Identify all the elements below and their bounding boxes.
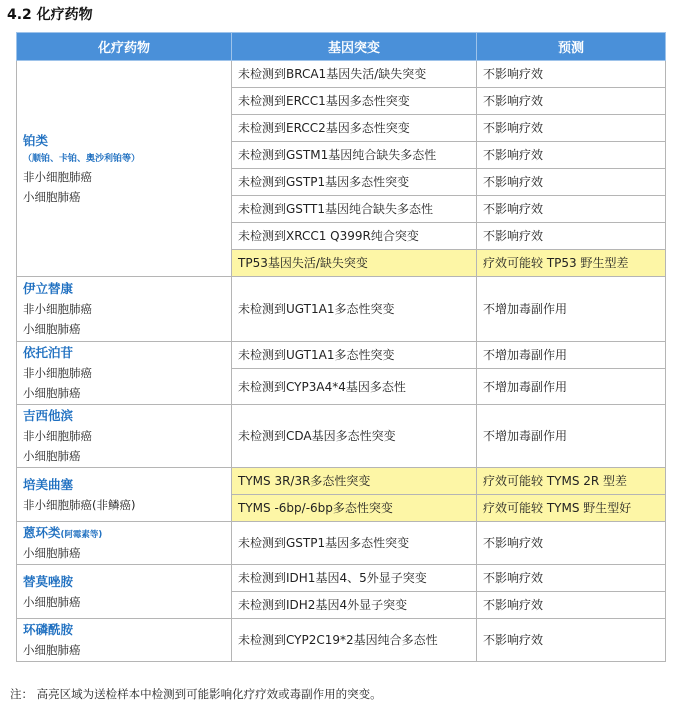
disease-label: 非小细胞肺癌 xyxy=(23,366,92,380)
drug-name: 培美曲塞 xyxy=(23,476,74,492)
mutation-cell: 未检测到CYP2C19*2基因纯合多态性 xyxy=(232,619,477,662)
prediction-cell: 不影响疗效 xyxy=(477,115,666,142)
prediction-cell: 不影响疗效 xyxy=(477,619,666,662)
prediction-cell: 不影响疗效 xyxy=(477,142,666,169)
drug-cell-gemcitabine xyxy=(17,405,232,468)
mutation-cell: 未检测到CYP3A4*4基因多态性 xyxy=(232,369,477,405)
table-header-row xyxy=(17,33,666,61)
mutation-cell: 未检测到ERCC1基因多态性突变 xyxy=(232,88,477,115)
mutation-cell: TYMS -6bp/-6bp多态性突变 xyxy=(232,495,477,522)
table-row xyxy=(17,522,666,565)
prediction-cell: 疗效可能较 TP53 野生型差 xyxy=(477,250,666,277)
disease-label: 非小细胞肺癌(非鳞癌) xyxy=(23,497,136,512)
footnote: 注： 高亮区域为送检样本中检测到可能影响化疗疗效或毒副作用的突变。 xyxy=(10,687,382,701)
prediction-cell: 疗效可能较 TYMS 2R 型差 xyxy=(477,468,666,495)
drug-cell-pemetrexed xyxy=(17,468,232,522)
drug-name: 环磷酰胺 xyxy=(23,622,74,637)
drug-cell-temozolomide xyxy=(17,565,232,619)
mutation-cell: 未检测到GSTP1基因多态性突变 xyxy=(232,169,477,196)
table-row xyxy=(17,61,666,88)
mutation-cell: 未检测到UGT1A1多态性突变 xyxy=(232,342,477,369)
drug-subtitle: （顺铂、卡铂、奥沙利铂等） xyxy=(23,153,141,164)
header-drug: 化疗药物 xyxy=(17,33,232,61)
prediction-cell: 不影响疗效 xyxy=(477,223,666,250)
table-row xyxy=(17,565,666,592)
drug-cell-platinum xyxy=(17,61,232,277)
disease-label: 小细胞肺癌 xyxy=(23,189,81,204)
prediction-cell: 不影响疗效 xyxy=(477,196,666,223)
header-mutation: 基因突变 xyxy=(232,33,477,61)
prediction-cell: 疗效可能较 TYMS 野生型好 xyxy=(477,495,666,522)
section-title: 4.2 化疗药物 xyxy=(7,7,93,23)
mutation-cell: TP53基因失活/缺失突变 xyxy=(232,250,477,277)
prediction-cell: 不影响疗效 xyxy=(477,522,666,565)
drug-cell-etoposide xyxy=(17,342,232,405)
table-row xyxy=(17,342,666,369)
drug-name: 蒽环类 xyxy=(23,525,61,540)
mutation-cell: 未检测到IDH1基因4、5外显子突变 xyxy=(232,565,477,592)
prediction-cell: 不增加毒副作用 xyxy=(477,277,666,342)
drug-name: 吉西他滨 xyxy=(23,408,74,423)
mutation-cell: 未检测到XRCC1 Q399R纯合突变 xyxy=(232,223,477,250)
mutation-cell: 未检测到UGT1A1多态性突变 xyxy=(232,277,477,342)
prediction-cell: 不影响疗效 xyxy=(477,565,666,592)
drug-cell-anthracyclines xyxy=(17,522,232,565)
drug-name: 替莫唑胺 xyxy=(23,573,74,589)
mutation-cell: 未检测到BRCA1基因失活/缺失突变 xyxy=(232,61,477,88)
mutation-cell: 未检测到GSTT1基因纯合缺失多态性 xyxy=(232,196,477,223)
prediction-cell: 不增加毒副作用 xyxy=(477,342,666,369)
drug-name: 铂类 xyxy=(23,132,49,148)
chemotherapy-table xyxy=(16,32,666,662)
disease-label: 小细胞肺癌 xyxy=(23,449,81,463)
header-prediction: 预测 xyxy=(477,33,666,61)
drug-cell-cyclophosphamide xyxy=(17,619,232,662)
prediction-cell: 不增加毒副作用 xyxy=(477,405,666,468)
mutation-cell: 未检测到GSTP1基因多态性突变 xyxy=(232,522,477,565)
drug-name: 伊立替康 xyxy=(23,281,74,296)
mutation-cell: 未检测到GSTM1基因纯合缺失多态性 xyxy=(232,142,477,169)
disease-label: 小细胞肺癌 xyxy=(23,594,81,609)
drug-name: 依托泊苷 xyxy=(23,345,74,360)
disease-label: 非小细胞肺癌 xyxy=(23,302,92,316)
disease-label: 小细胞肺癌 xyxy=(23,386,81,400)
prediction-cell: 不影响疗效 xyxy=(477,592,666,619)
disease-label: 非小细胞肺癌 xyxy=(23,429,92,443)
drug-subtitle: (阿霉素等) xyxy=(60,530,103,540)
disease-label: 非小细胞肺癌 xyxy=(23,169,92,184)
disease-label: 小细胞肺癌 xyxy=(23,643,81,657)
mutation-cell: 未检测到CDA基因多态性突变 xyxy=(232,405,477,468)
mutation-cell: 未检测到IDH2基因4外显子突变 xyxy=(232,592,477,619)
drug-cell-irinotecan xyxy=(17,277,232,342)
table-row xyxy=(17,405,666,468)
disease-label: 小细胞肺癌 xyxy=(23,546,81,560)
disease-label: 小细胞肺癌 xyxy=(23,322,81,336)
mutation-cell: TYMS 3R/3R多态性突变 xyxy=(232,468,477,495)
table-row xyxy=(17,619,666,662)
prediction-cell: 不影响疗效 xyxy=(477,61,666,88)
prediction-cell: 不增加毒副作用 xyxy=(477,369,666,405)
mutation-cell: 未检测到ERCC2基因多态性突变 xyxy=(232,115,477,142)
table-row-highlighted xyxy=(17,468,666,495)
table-row xyxy=(17,277,666,342)
prediction-cell: 不影响疗效 xyxy=(477,169,666,196)
prediction-cell: 不影响疗效 xyxy=(477,88,666,115)
